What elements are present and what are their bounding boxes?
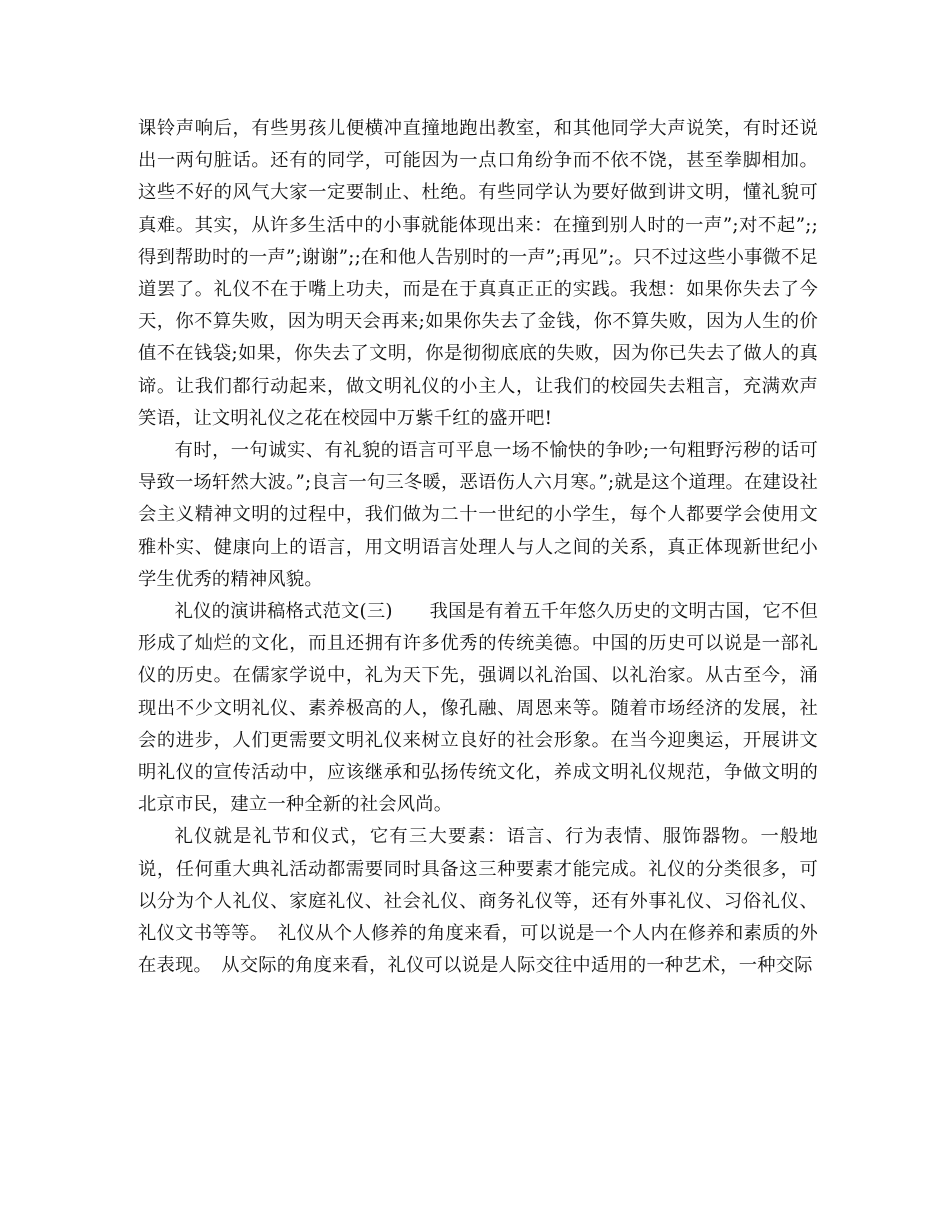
document-body [138, 113, 818, 982]
paragraph-4: 礼仪就是礼节和仪式，它有三大要素：语言、行为表情、服饰器物。一般地说，任何重大典礼活动都需要同时具备这三种要素才能完成。礼仪的分类很多，可以分为个人礼仪、家庭礼仪、社会礼仪、商务礼仪等，还有外事礼仪、习俗礼仪、礼仪文书等等。 礼仪从个人修养的角度来看，可以说是一个人内在修养和素质的外在表现。 从交际的角度来看，礼仪可以说是人际交往中适用的一种艺术，一种交际 [138, 826, 818, 977]
paragraph-3: 礼仪的演讲稿格式范文(三) 我国是有着五千年悠久历史的文明古国，它不但形成了灿烂的文化，而且还拥有许多优秀的传统美德。中国的历史可以说是一部礼仪的历史。在儒家学说中，礼为天下先，强调以礼治国、以礼治家。从古至今，涌现出不少文明礼仪、素养极高的人，像孔融、周恩来等。随着市场经济的发展，社会的进步，人们更需要文明礼仪来树立良好的社会形象。在当今迎奥运，开展讲文明礼仪的宣传活动中，应该继承和弘扬传统文化，养成文明礼仪规范，争做文明的北京市民，建立一种全新的社会风尚。 [138, 601, 818, 816]
paragraph-1: 课铃声响后，有些男孩儿便横冲直撞地跑出教室，和其他同学大声说笑，有时还说出一两句脏话。还有的同学，可能因为一点口角纷争而不依不饶，甚至拳脚相加。这些不好的风气大家一定要制止、杜绝。有些同学认为要好做到讲文明，懂礼貌可真难。其实，从许多生活中的小事就能体现出来：在撞到别人时的一声”;对不起”;;得到帮助时的一声”;谢谢”;;在和他人告别时的一声”;再见”;。只不过这些小事微不足道罢了。礼仪不在于嘴上功夫，而是在于真真正正的实践。我想：如果你失去了今天，你不算失败，因为明天会再来;如果你失去了金钱，你不算失败，因为人生的价值不在钱袋;如果，你失去了文明，你是彻彻底底的失败，因为你已失去了做人的真谛。让我们都行动起来，做文明礼仪的小主人，让我们的校园失去粗言，充满欢声笑语，让文明礼仪之花在校园中万紫千红的盛开吧! [138, 118, 818, 429]
paragraph-2: 有时，一句诚实、有礼貌的语言可平息一场不愉快的争吵;一句粗野污秽的话可导致一场轩然大波。”;良言一句三冬暖，恶语伤人六月寒。”;就是这个道理。在建设社会主义精神文明的过程中，我们做为二十一世纪的小学生，每个人都要学会使用文雅朴实、健康向上的语言，用文明语言处理人与人之间的关系，真正体现新世纪小学生优秀的精神风貌。 [138, 440, 818, 590]
